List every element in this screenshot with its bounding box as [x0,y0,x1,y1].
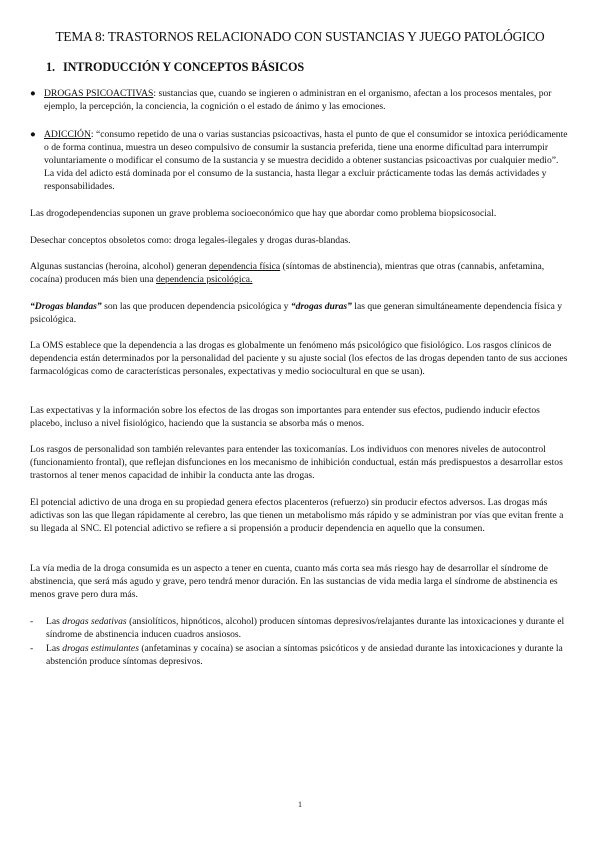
bullet-item-adiccion [30,129,570,194]
text-run: (ansiolíticos, hipnóticos, alcohol) producen síntomas depresivos/relajantes durante las intoxicaciones y durante el síndrome de abstinencia inducen cuadros ansiosos. [46,616,565,640]
paragraph-oms [30,340,568,379]
section-heading [46,60,304,75]
bullet-term: DROGAS PSICOACTIVAS [44,88,154,99]
paragraph-expectativas [30,405,568,431]
dash-marker: - [30,616,34,627]
paragraph-text: La vía media de la droga consumida es un aspecto a tener en cuenta, cuanto más corta sea más riesgo hay de desarrollar el síndrome de abstinencia, que será más agudo y grave, pero tendrá menor duración. En las sustancias de vida media larga el síndrome de abstinencia es menos grave pero dura más. [30,563,558,600]
bullet-item-drogas-psicoactivas [30,88,570,114]
paragraph-drogodependencias [30,208,568,221]
paragraph-drogas-blandas-duras [30,301,568,327]
text-run: Las [46,643,63,654]
underlined-term: dependencia psicológica. [156,273,253,285]
dash-item-drogas-estimulantes [30,643,570,669]
paragraph-text: Los rasgos de personalidad son también relevantes para entender las toxicomanías. Los individuos con menores niveles de autocontrol (funcionamiento frontal), que reflejan disfunciones en los mecanismo de inhibición conductual, están más predispuestos a desarrollar estos trastornos al tener menos capacidad de inhibir la conducta ante las drogas. [30,444,563,481]
document-title: TEMA 8: TRASTORNOS RELACIONADO CON SUSTANCIAS Y JUEGO PATOLÓGICO [55,29,545,44]
section-number: 1. [46,60,55,74]
text-run: (síntomas de abstinencia), mientras que otras (cannabis, anfetamina, cocaína) producen más bien una [30,261,545,285]
paragraph-text: El potencial adictivo de una droga en su propiedad genera efectos placenteros (refuerzo) sin producir efectos adversos. Las drogas más adictivas son las que llegan rápidamente al cerebro, las que tienen un metabolismo más rápido y se administran por vías que evitan frente a su llegada al SNC. El potencial adictivo se refiere a si propensión a producir dependencia en aquello que la consumen. [30,497,564,534]
emphasis-term: “drogas duras” [290,301,352,312]
paragraph-text: Las expectativas y la información sobre los efectos de las drogas son importantes para entender sus efectos, pudiendo inducir efectos placebo, incluso a nivel fisiológico, haciendo que la sustancia se absorba más o menos. [30,405,540,429]
text-run: Algunas sustancias (heroína, alcohol) generan [30,261,210,272]
paragraph-text: Desechar conceptos obsoletos como: droga legales-ilegales y drogas duras-blandas. [30,235,351,246]
emphasis-term: drogas estimulantes [62,643,139,654]
text-run: (anfetaminas y cocaína) se asocian a síntomas psicóticos y de ansiedad durante las intoxicaciones y durante la abstención produce síntomas depresivos. [46,643,563,667]
bullet-term: ADICCIÓN [44,129,91,140]
paragraph-dependencia [30,261,568,287]
paragraph-personalidad [30,444,568,483]
text-run: Las [46,616,63,627]
emphasis-term: “Drogas blandas” [30,301,102,312]
paragraph-text: La OMS establece que la dependencia a las drogas es globalmente un fenómeno más psicológico que fisiológico. Los rasgos clínicos de dependencia están determinados por la personalidad del paciente y su ajuste social (los efectos de las drogas dependen tanto de sus acciones farmacológicas como de características personales, expectativas y medio sociocultural en que se usan). [30,340,568,377]
paragraph-vida-media [30,563,568,602]
underlined-term: dependencia física [209,261,281,272]
bullet-text: : sustancias que, cuando se ingieren o administran en el organismo, afectan a los procesos mentales, por ejemplo, la percepción, la conciencia, la cognición o el estado de ánimo y las emociones. [44,88,552,112]
bullet-text: : “consumo repetido de una o varias sustancias psicoactivas, hasta el punto de que el consumidor se intoxica periódicamente o de forma continua, muestra un deseo compulsivo de consumir la sustancia preferida, tiene una enorme dificultad para interrumpir voluntariamente o modificar el consumo de la sustancia y se muestra decidido a obtener sustancias psicoactivas por cualquier medio”. La vida del adicto está dominada por el consumo de la sustancia, hasta llegar a excluir prácticamente todas las demás actividades y responsabilidades. [44,129,568,192]
section-heading-text: INTRODUCCIÓN Y CONCEPTOS BÁSICOS [62,60,305,74]
paragraph-text: Las drogodependencias suponen un grave problema socioeconómico que hay que abordar como problema biopsicosocial. [30,208,497,219]
bullet-marker: ● [30,88,36,99]
emphasis-term: drogas sedativas [62,616,127,627]
paragraph-conceptos-obsoletos [30,235,568,248]
text-run: son las que producen dependencia psicológica y [101,301,291,312]
paragraph-potencial-adictivo [30,497,568,536]
page-number: 1 [298,800,302,809]
text-run: las que generan simultáneamente dependencia física y psicológica. [30,301,563,325]
bullet-marker: ● [30,129,36,140]
dash-item-drogas-sedativas [30,616,570,642]
dash-marker: - [30,643,34,654]
